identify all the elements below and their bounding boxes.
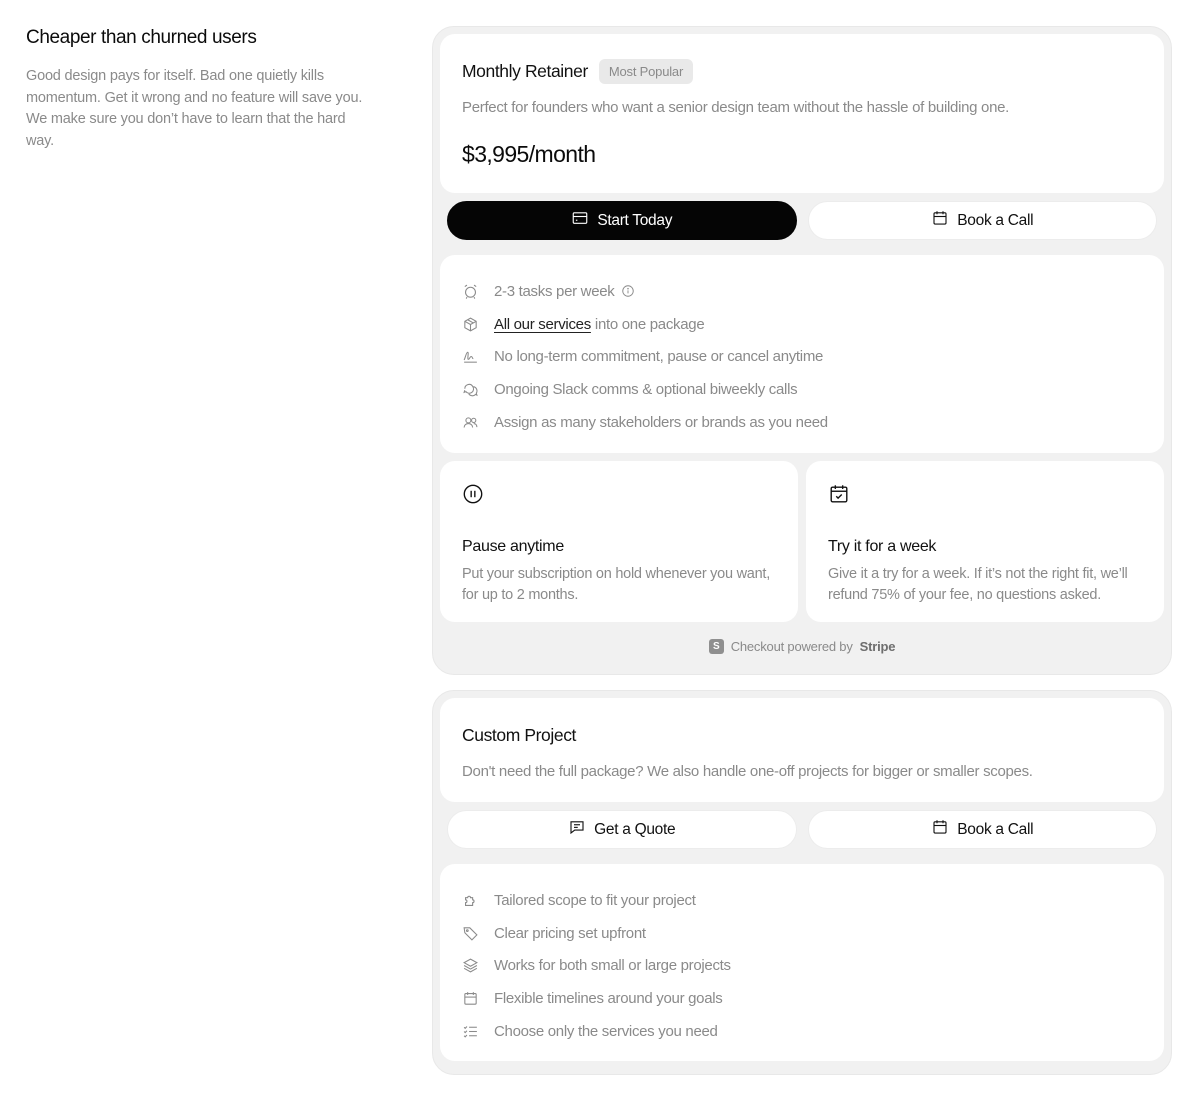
signature-icon bbox=[462, 348, 479, 365]
start-today-button[interactable] bbox=[447, 201, 797, 240]
start-today-label: Start Today bbox=[597, 211, 673, 229]
all-services-link[interactable]: All our services bbox=[494, 315, 591, 333]
plan-title: Monthly Retainer bbox=[462, 61, 588, 81]
plan-header-card bbox=[440, 34, 1164, 193]
list-item bbox=[462, 406, 1142, 439]
plan-description: Don't need the full package? We also handle one-off projects for bigger or smaller scopes. bbox=[462, 763, 1033, 780]
tag-icon bbox=[462, 925, 479, 942]
plan-monthly-retainer bbox=[432, 26, 1172, 675]
feature-text: 2-3 tasks per week bbox=[494, 282, 615, 300]
feature-text: Choose only the services you need bbox=[494, 1023, 718, 1041]
alarm-icon bbox=[462, 283, 479, 300]
perks-row bbox=[440, 461, 1164, 622]
feature-text: Flexible timelines around your goals bbox=[494, 990, 723, 1008]
list-item bbox=[462, 275, 1142, 308]
plan-title: Custom Project bbox=[462, 725, 577, 745]
calendar-check-icon bbox=[828, 483, 850, 505]
credit-card-icon bbox=[571, 209, 589, 232]
calendar-icon bbox=[931, 818, 949, 841]
feature-text: Assign as many stakeholders or brands as you need bbox=[494, 414, 828, 432]
plan-actions bbox=[440, 193, 1164, 255]
plan-custom-project bbox=[432, 690, 1172, 1075]
most-popular-badge: Most Popular bbox=[599, 59, 693, 84]
perk-pause-anytime bbox=[440, 461, 798, 622]
puzzle-icon bbox=[462, 892, 479, 909]
perk-title: Pause anytime bbox=[462, 538, 564, 555]
section-title: Cheaper than churned users bbox=[26, 27, 257, 48]
perk-text: Put your subscription on hold whenever you want, for up to 2 months. bbox=[462, 566, 770, 603]
plan-price: $3,995/month bbox=[462, 141, 596, 167]
features-list bbox=[440, 864, 1164, 1061]
book-call-button[interactable] bbox=[808, 201, 1158, 240]
list-item bbox=[462, 982, 1142, 1015]
list-item bbox=[462, 917, 1142, 950]
checkout-note bbox=[440, 622, 1164, 670]
feature-text: Tailored scope to fit your project bbox=[494, 891, 696, 909]
list-item bbox=[462, 373, 1142, 406]
perk-text: Give it a try for a week. If it’s not the right fit, we’ll refund 75% of your fee, no questions asked. bbox=[828, 566, 1128, 603]
plan-header-card bbox=[440, 698, 1164, 802]
features-list bbox=[440, 255, 1164, 453]
checkout-text: Checkout powered by bbox=[730, 638, 853, 654]
checklist-icon bbox=[462, 1023, 479, 1040]
list-item bbox=[462, 341, 1142, 374]
feature-text: into one package bbox=[594, 315, 705, 333]
intro-section bbox=[26, 26, 366, 152]
perk-try-a-week bbox=[806, 461, 1164, 622]
feature-text: Ongoing Slack comms & optional biweekly calls bbox=[494, 381, 798, 399]
feature-text: Works for both small or large projects bbox=[494, 957, 731, 975]
book-call-button[interactable] bbox=[808, 810, 1158, 849]
info-icon[interactable] bbox=[621, 284, 635, 298]
plan-description: Perfect for founders who want a senior design team without the hassle of building one. bbox=[462, 99, 1010, 116]
section-description: Good design pays for itself. Bad one quietly kills momentum. Get it wrong and no feature will save you. We make sure you don’t have to learn that the hard way. bbox=[26, 68, 363, 149]
get-quote-label: Get a Quote bbox=[594, 820, 676, 838]
calendar-icon bbox=[462, 990, 479, 1007]
message-icon bbox=[568, 818, 586, 841]
stripe-icon: S bbox=[709, 639, 724, 654]
chat-bubbles-icon bbox=[462, 381, 479, 398]
pause-circle-icon bbox=[462, 483, 484, 505]
list-item bbox=[462, 308, 1142, 341]
list-item bbox=[462, 950, 1142, 983]
book-call-label: Book a Call bbox=[957, 211, 1034, 229]
users-icon bbox=[462, 414, 479, 431]
list-item bbox=[462, 1015, 1142, 1048]
feature-text: Clear pricing set upfront bbox=[494, 924, 646, 942]
perk-title: Try it for a week bbox=[828, 538, 937, 555]
stripe-brand: Stripe bbox=[859, 638, 896, 654]
calendar-icon bbox=[931, 209, 949, 232]
feature-text: No long-term commitment, pause or cancel anytime bbox=[494, 348, 824, 366]
layers-icon bbox=[462, 957, 479, 974]
list-item bbox=[462, 884, 1142, 917]
book-call-label: Book a Call bbox=[957, 820, 1034, 838]
get-quote-button[interactable] bbox=[447, 810, 797, 849]
box-icon bbox=[462, 316, 479, 333]
plan-actions bbox=[440, 802, 1164, 864]
